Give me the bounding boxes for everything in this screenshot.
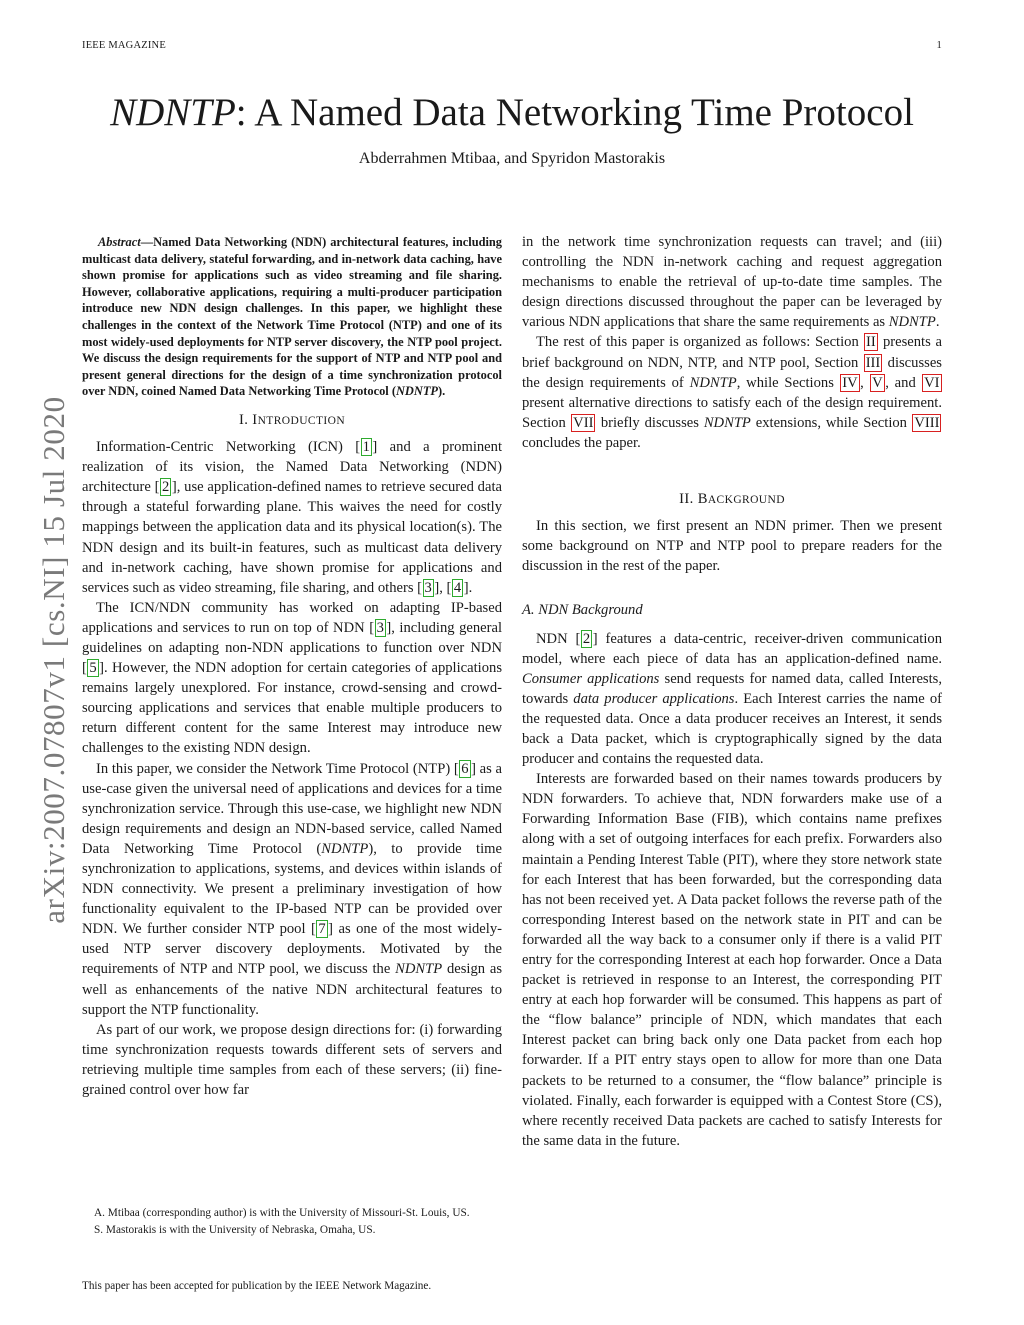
publication-note: This paper has been accepted for publication by the IEEE Network Magazine.	[82, 1280, 432, 1292]
abstract-text: —Named Data Networking (NDN) architectural features, including multicast data delivery, stateful forwarding, and in-network data caching, have shown promise for applications such as video streaming and file sharing. However, collaborative applications, requiring a multi-producer participation introduce new NDN design challenges. In this paper, we highlight these challenges in the context of the Network Time Protocol (NTP) and one of its most widely-used deployments for NTP server discovery, the NTP pool project. We discuss the design requirements for the support of NTP and NTP pool and present general directions for the design of a time synchronization protocol over NDN, coined Named Data Networking Time Protocol (	[82, 235, 502, 399]
section-link[interactable]: V	[872, 374, 883, 391]
author-list: Abderrahmen Mtibaa, and Spyridon Mastorakis	[358, 150, 666, 167]
section-link[interactable]: IV	[842, 374, 858, 391]
running-header-title: IEEE MAGAZINE	[82, 40, 166, 51]
citation-link[interactable]: 2	[162, 479, 170, 496]
section-heading-introduction	[82, 410, 502, 431]
text-run: present alternative directions to satisfy each of the design requirement. Section	[522, 394, 942, 431]
text-run: concludes the paper.	[522, 434, 641, 451]
section-heading-num: II. B	[679, 491, 708, 508]
text-run: The ICN/NDN community has worked on adapting IP-based applications and services to run on top of NDN	[82, 599, 502, 636]
section-link[interactable]: VIII	[914, 414, 940, 431]
text-run: . However, the NDN adoption for certain categories of applications remains largely unexplored. For instance, crowd-sensing and crowd-sourcing applications and services that enable multiple producers to return different content for the same Interest may introduce new challenges to the existing NDN design.	[82, 660, 502, 757]
text-run: ,	[860, 374, 870, 391]
title-rest: : A Named Data Networking Time Protocol	[235, 91, 914, 134]
text-run: , while Sections	[736, 374, 840, 391]
text-run: presents a brief background on NDN, NTP, and NTP pool, Section	[522, 334, 942, 371]
footnote-2: S. Mastorakis is with the University of Nebraska, Omaha, US.	[94, 1224, 376, 1237]
section-heading-smallcaps: ACKGROUND	[707, 494, 785, 507]
intro-paragraph-2: The ICN/NDN community has worked on adapting IP-based applications and services to run on top of NDN [ 3 ], including general guidelines on adapting non-NDN applications to function over NDN [ 5 ]. However, the NDN adoption for certain categories of applications remains largely unexplored. For instance, crowd-sensing and crowd-sourcing applications and services that enable multiple producers to return different content for the same Interest may introduce new challenges to the existing NDN design.	[82, 599, 503, 757]
text-run: briefly discusses	[595, 414, 704, 431]
text-run-italic: NDNTP	[888, 314, 936, 331]
intro-paragraph-3: In this paper, we consider the Network Time Protocol (NTP) [ 6 ] as a use-case given the universal need of applications and devices for a time synchronization service. Through this use-case, we highlight new NDN design requirements and design an NDN-based service, called Named Data Networking Time Protocol (NDNTP), to provide time synchronization to applications, systems, and devices within islands of NDN connectivity. We present a preliminary investigation of how functionality equivalent to the IP-based NTP can be provided over NDN. We further consider NTP pool [ 7 ] as one of the most widely-used NTP server discovery deployments. Motivated by the requirements of NTP and NTP pool, we discuss the NDNTP design as well as enhancements of the native NDN architectural features to support the NTP functionality.	[82, 760, 503, 1018]
text-run: and a prominent realization of its vision, the Named Data Networking (NDN) architecture	[82, 439, 502, 496]
right-column	[522, 232, 942, 1151]
text-run: NDN	[536, 630, 576, 647]
text-run: The rest of this paper is organized as follows: Section	[536, 334, 864, 351]
paper-title	[0, 88, 1024, 138]
page-number: 1	[936, 40, 942, 51]
citation-link[interactable]: 3	[424, 579, 432, 596]
spacer	[522, 453, 942, 479]
text-run-italic: data producer applications	[573, 690, 735, 707]
citation-link[interactable]: 1	[362, 439, 370, 456]
abstract	[82, 234, 502, 400]
abstract-end: ).	[437, 384, 446, 399]
section-heading-num: I. I	[238, 411, 258, 428]
citation-link[interactable]: 2	[582, 630, 591, 647]
text-run-italic: NDNTP	[321, 840, 369, 857]
section-link[interactable]: VI	[924, 374, 940, 391]
text-run-italic: NDNTP	[395, 961, 443, 978]
section-link[interactable]: III	[865, 354, 881, 371]
text-run: , and	[885, 374, 922, 391]
subsection-heading-ndn-background: A. NDN Background	[522, 602, 643, 619]
citation-link[interactable]: 5	[89, 660, 97, 677]
text-run-italic: NDNTP	[689, 374, 737, 391]
text-run-italic: Consumer applications	[522, 670, 660, 687]
text-run: send requests for named data, called Interests, towards	[522, 670, 942, 707]
citation-link[interactable]: 3	[376, 619, 384, 636]
background-paragraph: In this section, we first present an NDN primer. Then we present some background on NTP and NTP pool to prepare readers for the discussion in the rest of the paper.	[522, 518, 942, 575]
text-run: In this paper, we consider the Network Time Protocol (NTP)	[96, 760, 454, 777]
text-run: . Each Interest carries the name of the requested data. Once a data producer receives an Interest, it sends back a Data packet, which is cryptographically signed by the data producer and contains the requested data.	[522, 690, 942, 768]
section-heading-smallcaps: NTRODUCTION	[257, 414, 346, 427]
text-run: , use application-defined names to retrieve secured data through a stateful forwarding plane. This waives the need for costly mappings between the application data and its physical location(s). The NDN design and its built-in features, such as multicast data delivery and in-network caching, have shown promise for applications and services such as video streaming, file sharing, and others	[82, 479, 502, 596]
citation-link[interactable]: 6	[461, 760, 469, 777]
section-heading-background	[522, 489, 942, 510]
paper-organization-paragraph	[522, 332, 942, 453]
footnote-1: A. Mtibaa (corresponding author) is with the University of Missouri-St. Louis, US.	[94, 1207, 470, 1219]
text-run: ,	[439, 579, 447, 596]
text-run-italic: NDNTP	[703, 414, 751, 431]
text-run: as one of the most widely-used NTP server discovery deployments. Motivated by the requirements of NTP and NTP pool, we discuss the	[82, 921, 502, 978]
intro-paragraph-4-continued	[522, 232, 942, 332]
abstract-coined: NDNTP	[395, 384, 438, 399]
text-run: as a use-case given the universal need of applications and devices for a time synchronization service. Through this use-case, we highlight new NDN design requirements and design an NDN-based service, called Named Data Networking Time Protocol (	[82, 760, 503, 857]
ndn-background-paragraph-2: Interests are forwarded based on their names towards producers by NDN forwarders. To achieve that, NDN forwarders make use of a Forwarding Information Base (FIB), which contains name prefixes along with a set of outgoing interfaces for each prefix. Forwarders also maintain a Pending Interest Table (PIT), where they store network state for each Interest that has been forwarded, but the corresponding data has not been received yet. A Data packet follows the reverse path of the corresponding Interest based on the network state in PIT and can be forwarded all the way back to a consumer only if there is a valid PIT entry for the corresponding Interest at each hop forwarder. Once a Data packet is retrieved in response to an Interest, the corresponding PIT entry at each hop forwarder will be consumed. This happens as part of the “flow balance” principle of NDN, which mandates that each Interest packet can bring back only one Data packet from each hop forwarder. If a PIT entry stays open to allow for more than one Data packets to be returned to a consumer, the “flow balance” principle is violated. Finally, each forwarder is equipped with a Contest Store (CS), where recently received Data packets are cached to satisfy Interests for the same data in the future.	[522, 771, 942, 1149]
abstract-lead: Abstract	[98, 235, 141, 249]
footnotes	[82, 1206, 502, 1241]
text-run: , including general guidelines on adapting non-NDN applications to function over NDN	[82, 619, 503, 656]
text-run: .	[935, 314, 940, 331]
text-run: ), to provide time synchronization to applications, systems, and devices within islands of NDN connectivity. We present a preliminary investigation of how functionality equivalent to the IP-based NTP can be provided over NDN. We further consider NTP pool	[82, 840, 502, 938]
section-link[interactable]: VII	[573, 414, 594, 431]
title-acronym: NDNTP	[110, 91, 236, 134]
citation-link[interactable]: 4	[453, 579, 462, 596]
text-run: discusses the design requirements of	[522, 354, 942, 391]
text-run: features a data-centric, receiver-driven communication model, where each piece of data has an application-defined name.	[522, 630, 942, 667]
text-run: extensions, while Section	[750, 414, 912, 431]
arxiv-stamp: arXiv:2007.07807v1 [cs.NI] 15 Jul 2020	[36, 396, 71, 924]
text-run: design as well as enhancements of the native NDN architectural features to support the NTP functionality.	[82, 961, 502, 1018]
ndn-background-paragraph-1: NDN [ 2 ] features a data-centric, receiver-driven communication model, where each piece of data has an application-defined name. Consumer applications send requests for named data, called Interests, towards data producer applications. Each Interest carries the name of the requested data. Once a data producer receives an Interest, it sends back a Data packet, which is cryptographically signed by the data producer and contains the requested data.	[522, 630, 942, 768]
left-column	[82, 234, 502, 1100]
text-run: Information-Centric Networking (ICN)	[96, 439, 356, 456]
section-link[interactable]: II	[866, 334, 876, 351]
intro-paragraph-4: As part of our work, we propose design directions for: (i) forwarding time synchronization requests towards different sets of servers and retrieving multiple time samples from each of these servers; (ii) fine-grained control over how far	[82, 1021, 502, 1099]
intro-paragraph-1: Information-Centric Networking (ICN) [ 1 ] and a prominent realization of its vision, the Named Data Networking (NDN) architecture [ 2 ], use application-defined names to retrieve secured data through a stateful forwarding plane. This waives the need for costly mappings between the application data and its physical location(s). The NDN design and its built-in features, such as multicast data delivery and in-network caching, have shown promise for applications and services such as video streaming, file sharing, and others [ 3 ], [ 4 ].	[82, 439, 502, 596]
text-run: .	[468, 579, 473, 596]
text-run: in the network time synchronization requests can travel; and (iii) controlling the NDN in-network caching and request aggregation mechanisms to enable the retrieval of up-to-date time samples. The design directions discussed throughout the paper can be leveraged by various NDN applications that share the same requirements as	[522, 234, 942, 331]
citation-link[interactable]: 7	[318, 921, 326, 938]
